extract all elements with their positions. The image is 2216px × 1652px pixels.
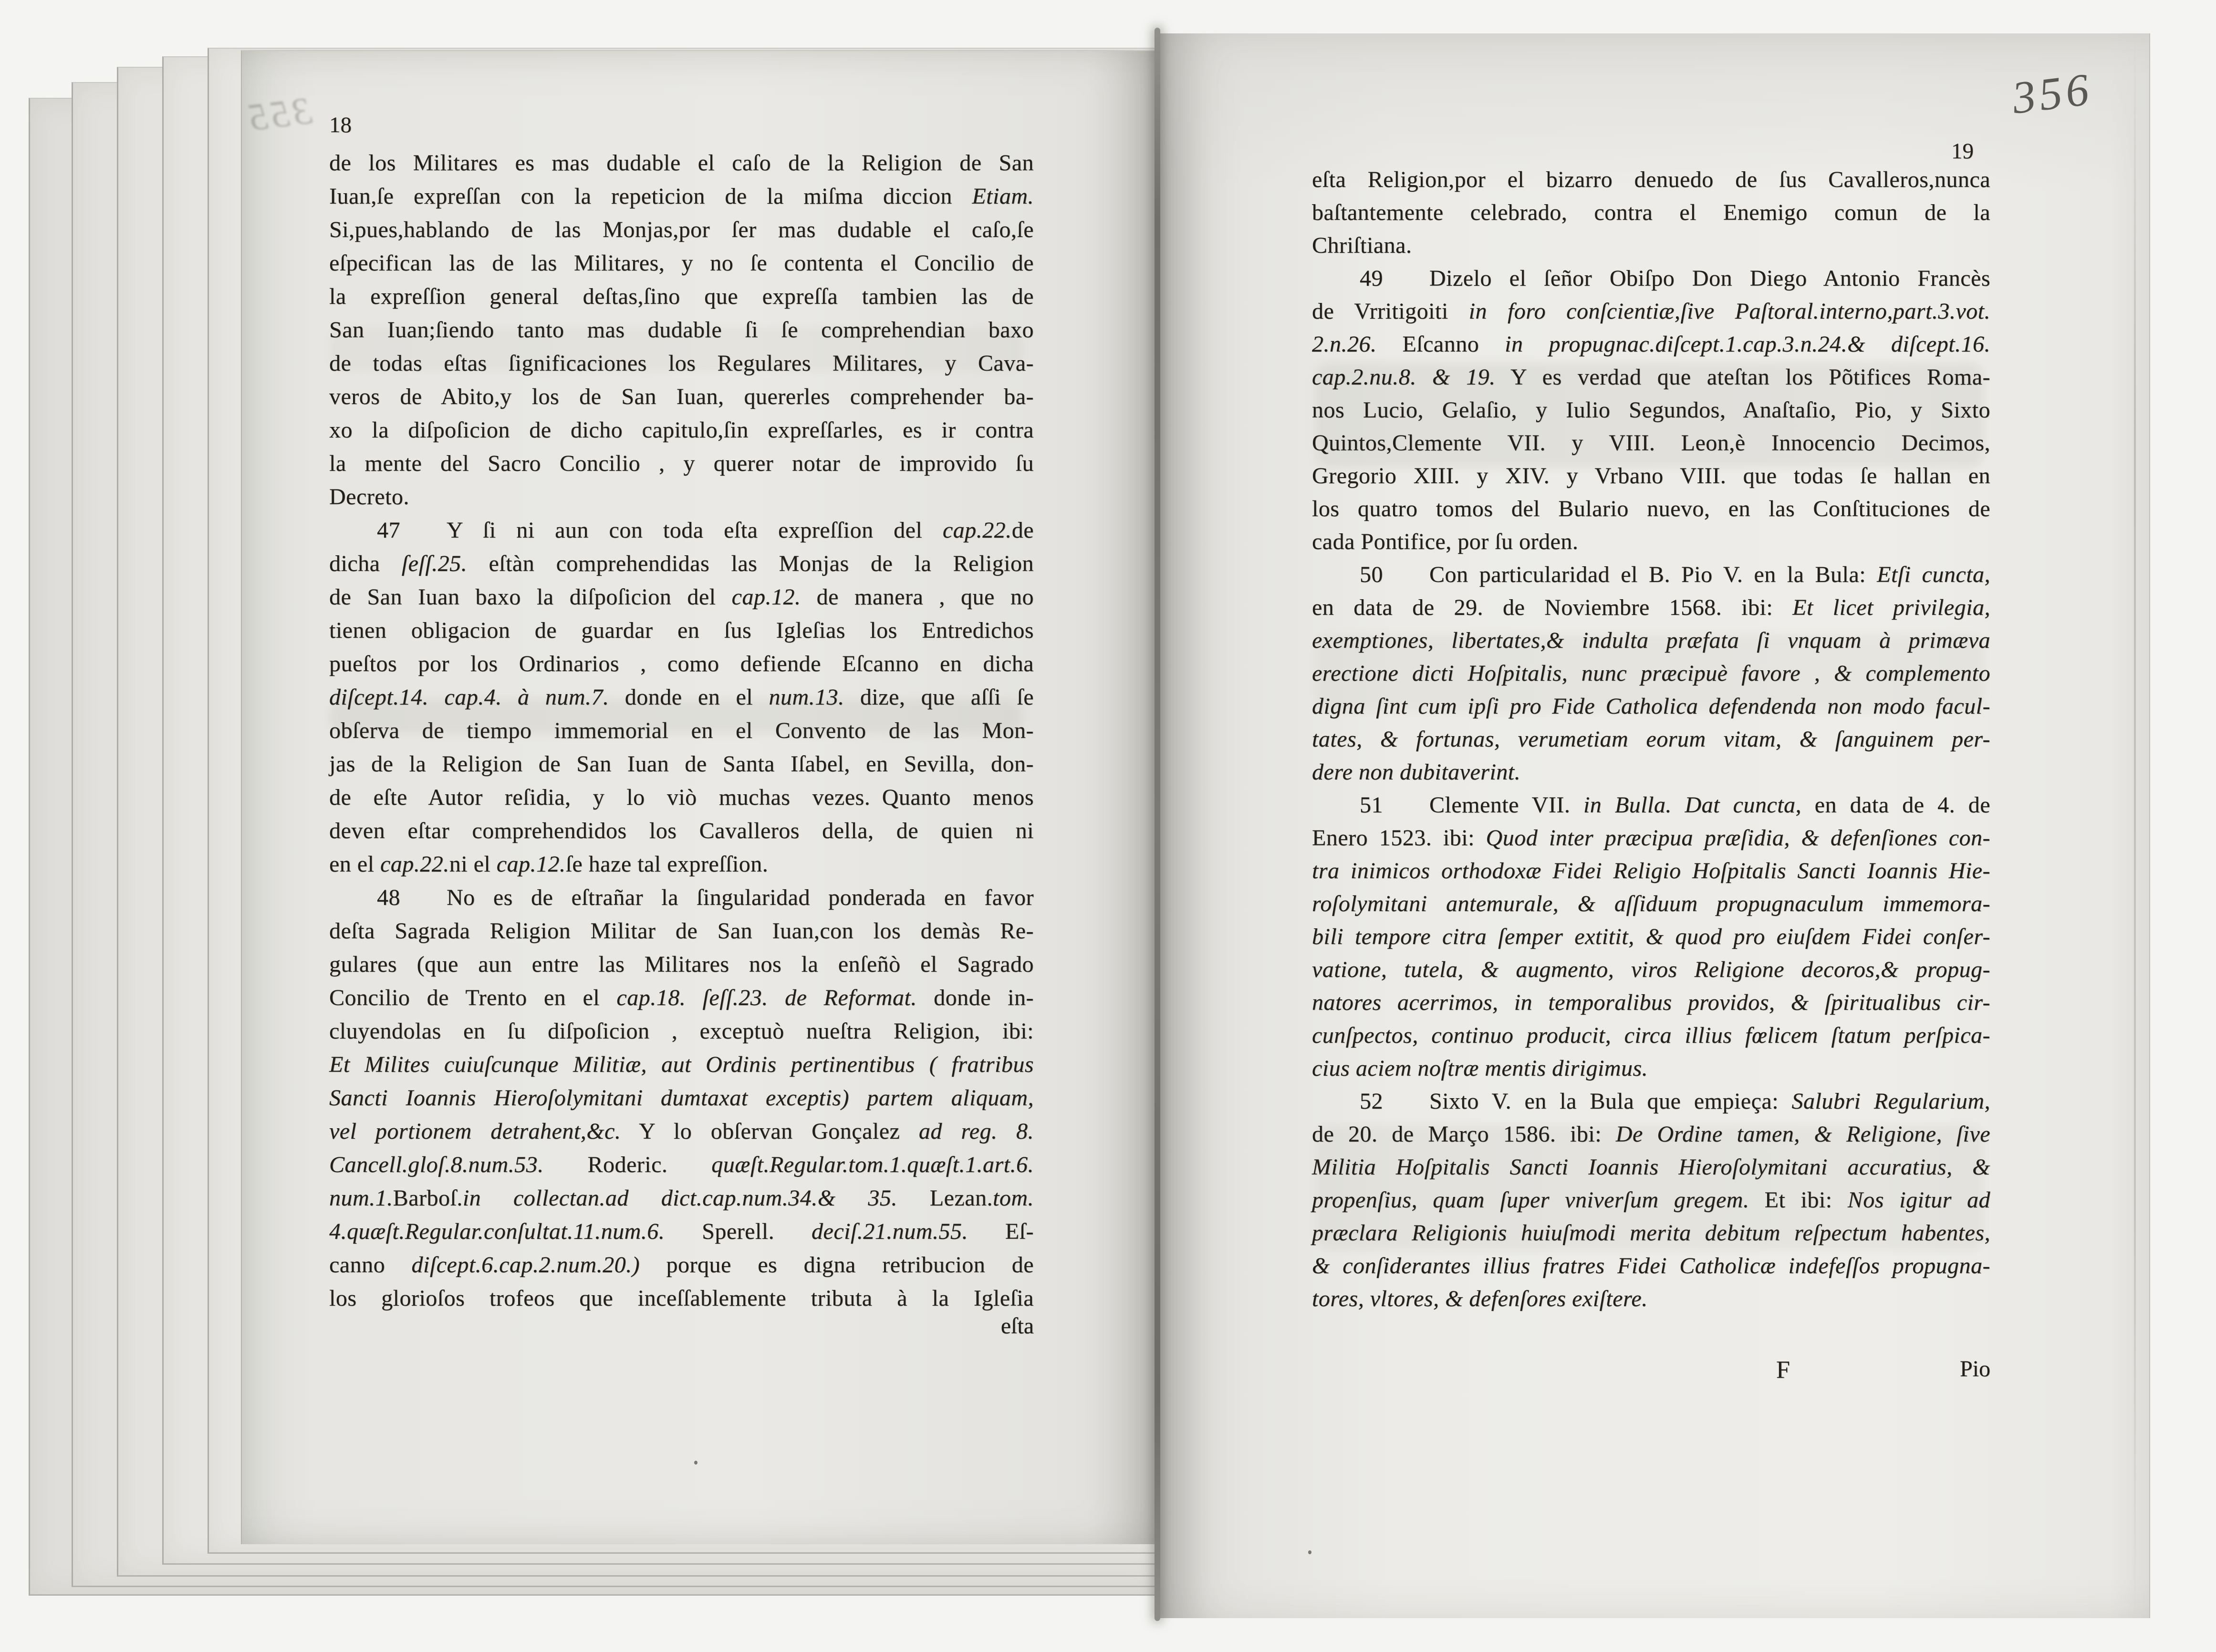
text-line: præclara Religionis huiuſmodi merita debitum reſpectum habentes, [1312, 1220, 1990, 1246]
text-line: diſcept.14. cap.4. à num.7. donde en el num.13. dize, que aſſi ſe [329, 685, 1034, 710]
text-line: roſolymitani antemurale, & aſſiduum propugnaculum immemora- [1312, 891, 1990, 916]
text-line: de San Iuan baxo la diſpoſicion del cap.12. de manera , que no [329, 584, 1034, 610]
text-line: de todas eſtas ſignificaciones los Regulares Militares, y Cava- [329, 351, 1034, 376]
text-line: Cancell.gloſ.8.num.53. Roderic. quæſt.Regular.tom.1.quæſt.1.art.6. [329, 1152, 1034, 1177]
right-page-text [1312, 163, 1990, 1315]
text-line: deſta Sagrada Religion Militar de San Iuan,con los demàs Re- [329, 918, 1034, 944]
text-line: 2.n.26. Eſcanno in propugnac.diſcept.1.cap.3.n.24.& diſcept.16. [1312, 332, 1990, 357]
text-line: baſtantemente celebrado, contra el Enemigo comun de la [1312, 200, 1990, 225]
text-line: jas de la Religion de San Iuan de Santa Iſabel, en Sevilla, don- [329, 751, 1034, 777]
text-line: Si,pues,hablando de las Monjas,por ſer mas dudable el caſo,ſe [329, 217, 1034, 242]
ink-speck [1308, 1550, 1311, 1554]
text-line: Concilio de Trento en el cap.18. ſeſſ.23. de Reformat. donde in- [329, 985, 1034, 1010]
text-line: San Iuan;ſiendo tanto mas dudable ſi ſe comprehendian baxo [329, 317, 1034, 343]
text-line: natores acerrimos, in temporalibus providos, & ſpiritualibus cir- [1312, 990, 1990, 1015]
left-page-text [329, 146, 1034, 1315]
text-line: 47 Y ſi ni aun con toda eſta expreſſion del cap.22.de [377, 518, 1034, 543]
text-line: propenſius, quam ſuper vniverſum gregem. Et ibi: Nos igitur ad [1312, 1187, 1991, 1213]
text-line: 49 Dizelo el ſeñor Obiſpo Don Diego Antonio Francès [1360, 266, 1990, 291]
text-line: deven eſtar comprehendidos los Cavalleros della, de quien ni [329, 818, 1034, 843]
book-gutter [1155, 28, 1160, 1621]
text-line: digna ſint cum ipſi pro Fide Catholica defendenda non modo facul- [1312, 694, 1990, 719]
text-line: gulares (que aun entre las Militares nos la enſeñò el Sagrado [329, 952, 1034, 977]
text-line: eſpecifican las de las Militares, y no ſe contenta el Concilio de [329, 250, 1034, 276]
catchword-right: Pio [1959, 1356, 1990, 1382]
text-line: Iuan,ſe expreſſan con la repeticion de la miſma diccion Etiam. [329, 184, 1034, 209]
text-line: Chriſtiana. [1312, 233, 1412, 258]
text-line: cunſpectos, continuo producit, circa illius fœlicem ſtatum perſpica- [1312, 1023, 1990, 1048]
text-line: veros de Abito,y los de San Iuan, quererles comprehender ba- [329, 384, 1034, 409]
text-line: la expreſſion general deſtas,ſino que expreſſa tambien las de [329, 284, 1034, 309]
text-line: cada Pontifice, por ſu orden. [1312, 529, 1579, 554]
text-line: dicha ſeſſ.25. eſtàn comprehendidas las Monjas de la Religion [329, 551, 1034, 576]
text-line: cluyendolas en ſu diſpoſicion , exceptuò nueſtra Religion, ibi: [329, 1018, 1034, 1044]
text-line: Enero 1523. ibi: Quod inter præcipua præſidia, & defenſiones con- [1312, 825, 1990, 851]
bleedthrough-folio-number: 355 [243, 89, 314, 140]
text-line: nos Lucio, Gelaſio, y Iulio Segundos, Anaſtaſio, Pio, y Sixto [1312, 397, 1990, 423]
catchword-left: eſta [1000, 1313, 1034, 1339]
left-page [241, 50, 1159, 1544]
handwritten-folio-number: 356 [2009, 63, 2095, 124]
text-line: Et Milites cuiuſcunque Militiæ, aut Ordinis pertinentibus ( fratribus [329, 1052, 1034, 1077]
text-line: num.1.Barboſ.in collectan.ad dict.cap.num.34.& 35. Lezan.tom. [329, 1185, 1034, 1211]
text-line: vel portionem detrahent,&c. Y lo obſervan Gonçalez ad reg. 8. [329, 1119, 1034, 1144]
text-line: los glorioſos trofeos que inceſſablemente tributa à la Igleſia [329, 1286, 1034, 1311]
text-line: dere non dubitaverint. [1312, 759, 1521, 785]
text-line: los quatro tomos del Bulario nuevo, en las Conſtituciones de [1312, 496, 1990, 521]
text-line: tates, & fortunas, verumetiam eorum vitam, & ſanguinem per- [1312, 727, 1990, 752]
text-line: 4.quæſt.Regular.conſultat.11.num.6. Sperell. deciſ.21.num.55. Eſ- [329, 1219, 1034, 1244]
text-line: Sancti Ioannis Hieroſolymitani dumtaxat exceptis) partem aliquam, [329, 1085, 1034, 1111]
text-line: de eſte Autor reſidia, y lo viò muchas vezes. Quanto menos [329, 785, 1034, 810]
text-line: & conſiderantes illius fratres Fidei Catholicæ indefeſſos propugna- [1312, 1253, 1990, 1278]
text-line: bili tempore citra ſemper extitit, & quod pro eiuſdem Fidei conſer- [1312, 924, 1990, 949]
text-line: en el cap.22.ni el cap.12.ſe haze tal expreſſion. [329, 852, 769, 877]
text-line: Decreto. [329, 484, 409, 509]
text-line: 48 No es de eſtrañar la ſingularidad ponderada en favor [377, 885, 1034, 910]
text-line: 51 Clemente VII. in Bulla. Dat cuncta, en data de 4. de [1360, 792, 1991, 818]
text-line: obſerva de tiempo immemorial en el Convento de las Mon- [329, 718, 1034, 743]
text-line: la mente del Sacro Concilio , y querer notar de improvido ſu [329, 451, 1034, 476]
text-line: eſta Religion,por el bizarro denuedo de ſus Cavalleros,nunca [1312, 167, 1990, 192]
text-line: Militia Hoſpitalis Sancti Ioannis Hieroſolymitani accuratius, & [1312, 1154, 1990, 1180]
text-line: tienen obligacion de guardar en ſus Igleſias los Entredichos [329, 618, 1034, 643]
text-line: erectione dicti Hoſpitalis, nunc præcipuè favore , & complemento [1312, 661, 1990, 686]
text-line: 52 Sixto V. en la Bula que empieça: Salubri Regularium, [1360, 1089, 1990, 1114]
text-line: tra inimicos orthodoxæ Fidei Religio Hoſpitalis Sancti Ioannis Hie- [1312, 858, 1990, 883]
text-line: xo la diſpoſicion de dicho capitulo,ſin expreſſarles, es ir contra [329, 417, 1034, 443]
text-line: pueſtos por los Ordinarios , como defiende Eſcanno en dicha [329, 651, 1034, 676]
text-line: 50 Con particularidad el B. Pio V. en la Bula: Etſi cuncta, [1360, 562, 1990, 587]
right-page [1158, 33, 2150, 1618]
text-line: exemptiones, libertates,& indulta præfata ſi vnquam à primæva [1312, 628, 1990, 653]
text-line: de Vrritigoiti in foro conſcientiæ,ſive Paſtoral.interno,part.3.vot. [1312, 299, 1990, 324]
text-line: de 20. de Março 1586. ibi: De Ordine tamen, & Religione, ſive [1312, 1122, 1990, 1147]
text-line: vatione, tutela, & augmento, viros Religione decoros,& propug- [1312, 957, 1990, 982]
ink-speck [694, 1461, 697, 1465]
text-line: cius aciem noſtræ mentis dirigimus. [1312, 1056, 1648, 1081]
text-line: canno diſcept.6.cap.2.num.20.) porque es digna retribucion de [329, 1252, 1034, 1278]
page-number-left: 18 [329, 113, 352, 137]
text-line: Quintos,Clemente VII. y VIII. Leon,è Innocencio Decimos, [1312, 430, 1990, 456]
text-line: en data de 29. de Noviembre 1568. ibi: Et licet privilegia, [1312, 595, 1991, 620]
text-line: tores, vltores, & defenſores exiſtere. [1312, 1286, 1648, 1311]
page-crease [2134, 33, 2136, 1617]
text-line: Gregorio XIII. y XIV. y Vrbano VIII. que todas ſe hallan en [1312, 463, 1990, 488]
page-number-right: 19 [1951, 139, 1974, 164]
text-line: de los Militares es mas dudable el caſo de la Religion de San [329, 150, 1034, 176]
text-line: cap.2.nu.8. & 19. Y es verdad que ateſtan los Põtifices Roma- [1312, 364, 1990, 390]
signature-mark: F [1776, 1356, 1790, 1383]
